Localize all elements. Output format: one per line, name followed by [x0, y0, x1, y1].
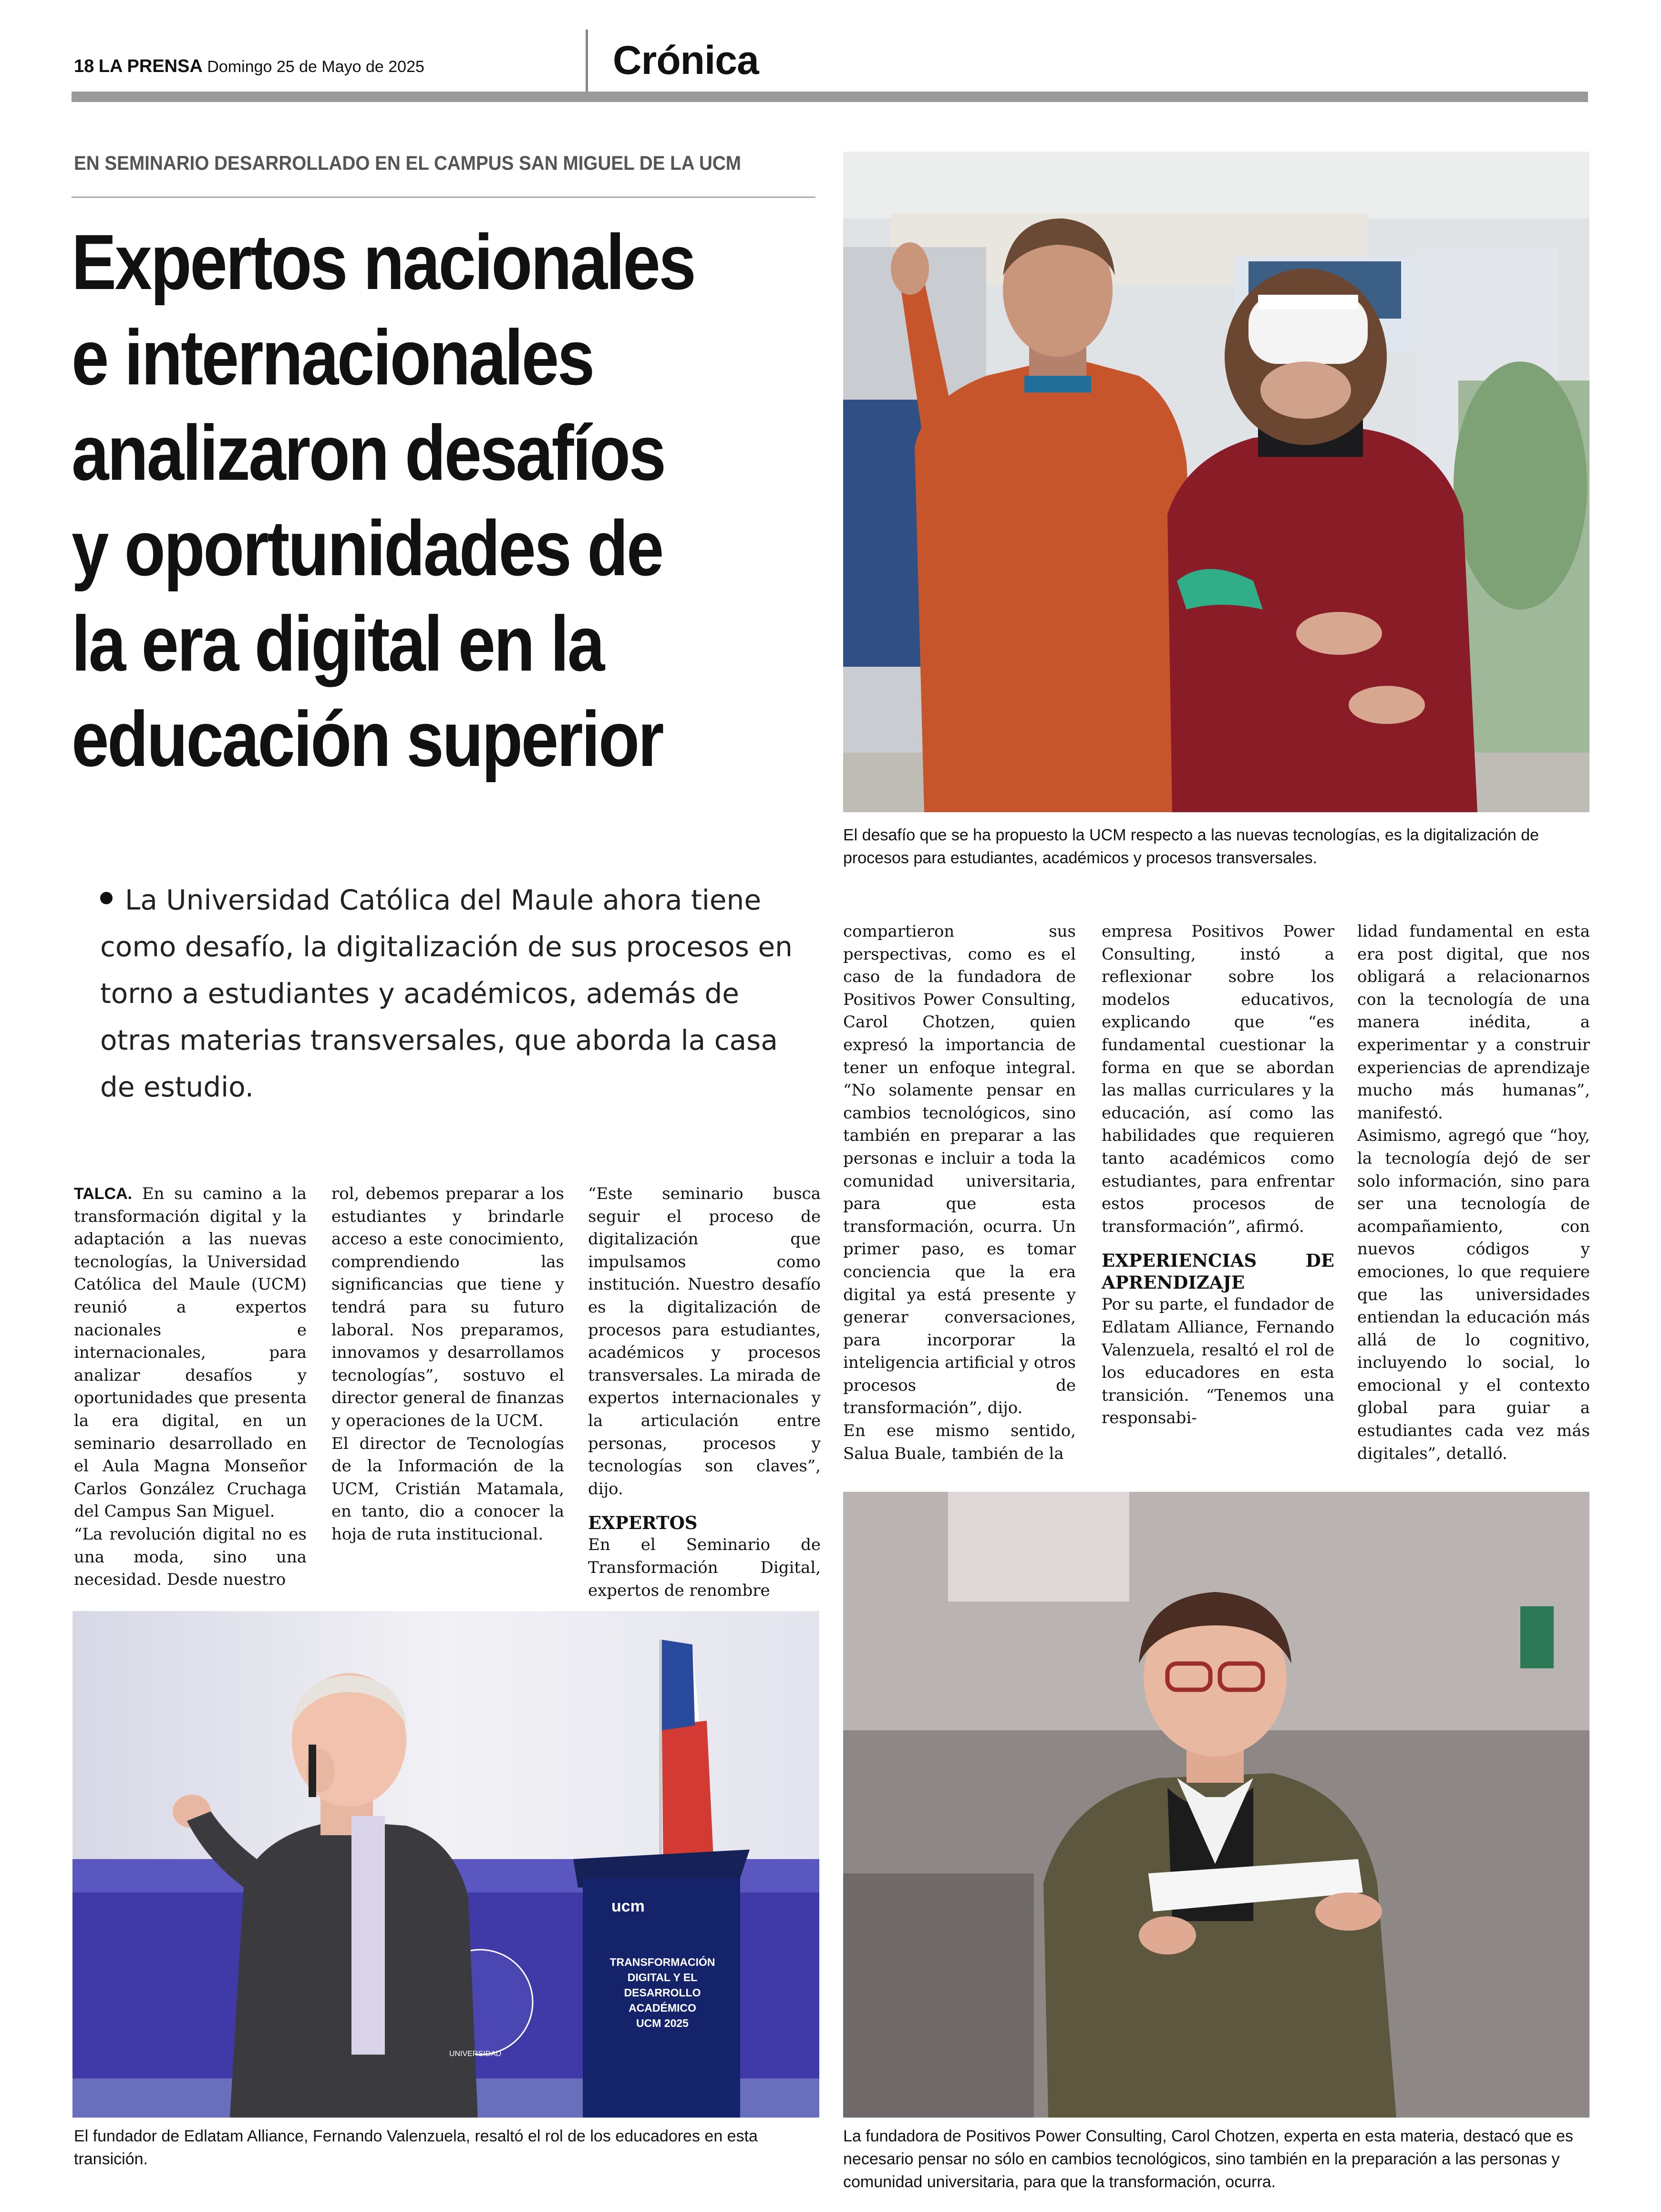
publication-name: LA PRENSA — [98, 56, 203, 76]
photo-speaker-valenzuela — [72, 1611, 819, 2118]
body-column-5 — [1102, 920, 1334, 1430]
paragraph: En su camino a la transformación digital y la adaptación a las nuevas tecnologías, la Universidad Católica del Maule (UCM) reunió a expertos nacionales e internacionales, para analizar desafíos y oportunidades que presenta la era digital, en un seminario desarrollado en el Aula Magna Monseñor Carlos González Cruchaga del Campus San Miguel. — [74, 1184, 307, 1521]
dateline: TALCA. — [74, 1185, 133, 1203]
screen-text-line: ACADÉMICO — [629, 2002, 696, 2014]
subhead-expertos: EXPERTOS — [588, 1512, 698, 1534]
caption-top-photo: El desafío que se ha propuesto la UCM respecto a las nuevas tecnologías, es la digitalización de procesos para estudiantes, académicos y procesos transversales. — [843, 826, 1539, 867]
paragraph: En ese mismo sentido, Salua Buale, también de la — [843, 1421, 1076, 1463]
page-number: 18 — [74, 56, 94, 76]
screen-text-line: TRANSFORMACIÓN — [609, 1956, 715, 1968]
subhead-experiencias: EXPERIENCIAS DE APRENDIZAJE — [1102, 1250, 1334, 1293]
photo-vr-demo-image — [843, 152, 1589, 812]
deck — [100, 877, 815, 1110]
photo-vr-demo — [843, 152, 1589, 812]
paragraph: rol, debemos preparar a los estudiantes y brindarle acceso a este conocimiento, comprendiendo las significancias que tiene y tendrá para su futuro laboral. Nos preparamos, innovamos y desarrollamos tecnologías”, sostuvo el director general de finanzas y operaciones de la UCM. — [331, 1184, 564, 1430]
photo-speaker-chotzen — [843, 1492, 1589, 2118]
caption-bottom-right-photo: La fundadora de Positivos Power Consulting, Carol Chotzen, experta en esta materia, destacó que es necesario pensar no sólo en cambios tecnológicos, sino también en la preparación a las personas y comunidad universitaria, para que la transformación, ocurra. — [843, 2127, 1573, 2191]
seal-text: UNIVERSIDAD — [449, 2050, 502, 2058]
body-column-1 — [74, 1183, 307, 1592]
header-divider — [586, 30, 588, 92]
issue-date: Domingo 25 de Mayo de 2025 — [207, 58, 424, 76]
body-column-2 — [331, 1183, 564, 1546]
headline-line: analizaron desafíos — [72, 409, 665, 496]
paragraph: lidad fundamental en esta era post digital, que nos obligará a relacionarnos con la tecnología de una manera inédita, a experimentar y a construir experiencias de aprendizaje mucho más humanas”, manifestó. — [1357, 922, 1590, 1123]
paragraph: Asimismo, agregó que “hoy, la tecnología dejó de ser solo información, sino para ser una tecnología de acompañamiento, con nuevos códigos y emociones, lo que requiere que las universidades entiendan la educación más allá de lo cognitivo, incluyendo lo social, lo emocional y el contexto global para guiar a estudiantes cada vez más digitales”, detalló. — [1357, 1126, 1590, 1463]
page-header-info — [74, 56, 424, 77]
paragraph: El director de Tecnologías de la Información de la UCM, Cristián Matamala, en tanto, dio a conocer la hoja de ruta institucional. — [331, 1434, 564, 1544]
section-title: Crónica — [613, 38, 759, 83]
body-column-3 — [588, 1183, 821, 1602]
photo-speaker-chotzen-image — [843, 1492, 1589, 2118]
kicker: EN SEMINARIO DESARROLLADO EN EL CAMPUS SAN MIGUEL DE LA UCM — [74, 152, 741, 174]
headline-line: y oportunidades de — [72, 505, 662, 592]
caption-bottom-left-photo: El fundador de Edlatam Alliance, Fernando Valenzuela, resaltó el rol de los educadores en esta transición. — [74, 2127, 758, 2168]
screen-logo: ucm — [611, 1897, 645, 1915]
paragraph: “La revolución digital no es una moda, sino una necesidad. Desde nuestro — [74, 1524, 307, 1590]
paragraph: En el Seminario de Transformación Digital, expertos de renombre — [588, 1535, 821, 1600]
headline-line: la era digital en la — [72, 600, 603, 687]
photo-speaker-valenzuela-image — [72, 1611, 819, 2118]
screen-event-text — [593, 1954, 732, 2031]
headline-line: e internacionales — [72, 314, 593, 401]
body-column-4 — [843, 920, 1076, 1465]
headline-line: Expertos nacionales — [72, 218, 695, 306]
screen-text-line: DESARROLLO — [624, 1986, 701, 1999]
screen-text-line: UCM 2025 — [636, 2017, 689, 2029]
deck-text: La Universidad Católica del Maule ahora tiene como desafío, la digitalización de sus procesos en torno a estudiantes y académicos, además de otras materias transversales, que aborda la casa de estudio. — [100, 884, 793, 1103]
headline-line: educación superior — [72, 695, 663, 783]
header-rule — [72, 92, 1588, 102]
body-column-6 — [1357, 920, 1590, 1465]
kicker-rule — [72, 196, 815, 198]
headline — [72, 215, 720, 787]
paragraph: compartieron sus perspectivas, como es el caso de la fundadora de Positivos Power Consulting, Carol Chotzen, quien expresó la importancia de tener un enfoque integral. “No solamente pensar en cambios tecnológicos, sino también en preparar a las personas e incluir a toda la comunidad universitaria, para que esta transformación, ocurra. Un primer paso, es tomar conciencia que la era digital ya está presente y generar conversaciones, para incorporar la inteligencia artificial y otros procesos de transformación”, dijo. — [843, 922, 1076, 1418]
screen-text-line: DIGITAL Y EL — [627, 1971, 698, 1984]
paragraph: “Este seminario busca seguir el proceso de digitalización que impulsamos como institución. Nuestro desafío es la digitalización de procesos para estudiantes, académicos y procesos transversales. La mirada de expertos internacionales y la articulación entre personas, procesos y tecnologías son claves”, dijo. — [588, 1184, 821, 1499]
paragraph: Por su parte, el fundador de Edlatam Alliance, Fernando Valenzuela, resaltó el rol de los educadores en esta transición. “Tenemos una responsabi- — [1102, 1295, 1334, 1428]
paragraph: empresa Positivos Power Consulting, instó a reflexionar sobre los modelos educativos, explicando que “es fundamental cuestionar la forma en que se abordan las mallas curriculares y la educación, así como las habilidades que requieren tanto académicos como estudiantes, para enfrentar estos procesos de transformación”, afirmó. — [1102, 922, 1334, 1236]
